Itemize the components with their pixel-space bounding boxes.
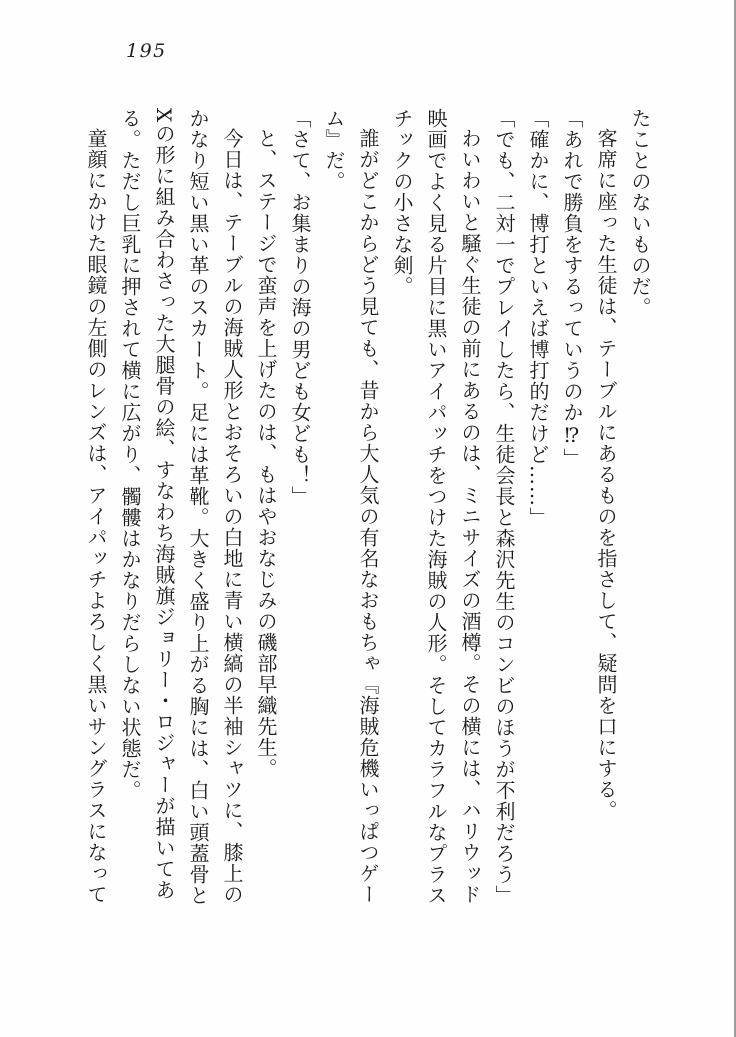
paragraph: たことのないものだ。 <box>628 108 652 318</box>
paragraph: 童顔にかけた眼鏡の左側のレンズは、アイパッチよろしく黒いサングラスになって <box>84 128 108 905</box>
body-text <box>79 108 657 908</box>
paragraph: と、ステージで蛮声を上げたのは、もはやおなじみの磯部早織先生。 <box>254 128 278 779</box>
paragraph: わいわいと騒ぐ生徒の前にあるのは、ミニサイズの酒樽。その横には、ハリウッド映画でよく見る片目に黒いアイパッチをつけた海賊の人形。そしてカラフルなプラスチックの小さな剣。 <box>390 108 482 906</box>
paragraph: 「さて、お集まりの海の男ども女ども！」 <box>288 108 312 507</box>
paragraph: 「確かに、博打といえば博打的だけど……」 <box>526 108 550 528</box>
paragraph: 「でも、二対一でプレイしたら、生徒会長と森沢先生のコンビのほうが不利だろう」 <box>492 108 516 906</box>
paragraph: 今日は、テーブルの海賊人形とおそろいの白地に青い横縞の半袖シャツに、膝上のかなり短い黒い革のスカート。足には革靴。大きく盛り上がる胸には、白い頭蓋骨とXの形に組み合わさった大腿骨の絵、すなわち海賊旗ジョリー・ロジャーが描いてある。ただし巨乳に押されて横に広がり、髑髏はかなりだらしない状態だ。 <box>118 108 244 906</box>
page-number: 195 <box>126 40 167 62</box>
paragraph: 誰がどこからどう見ても、昔から大人気の有名なおもちゃ『海賊危機いっぱつゲーム』だ。 <box>322 108 380 905</box>
paragraph: 「あれで勝負をするっていうのか⁉」 <box>560 108 584 469</box>
paragraph: 客席に座った生徒は、テーブルにあるものを指さして、疑問を口にする。 <box>594 128 618 821</box>
